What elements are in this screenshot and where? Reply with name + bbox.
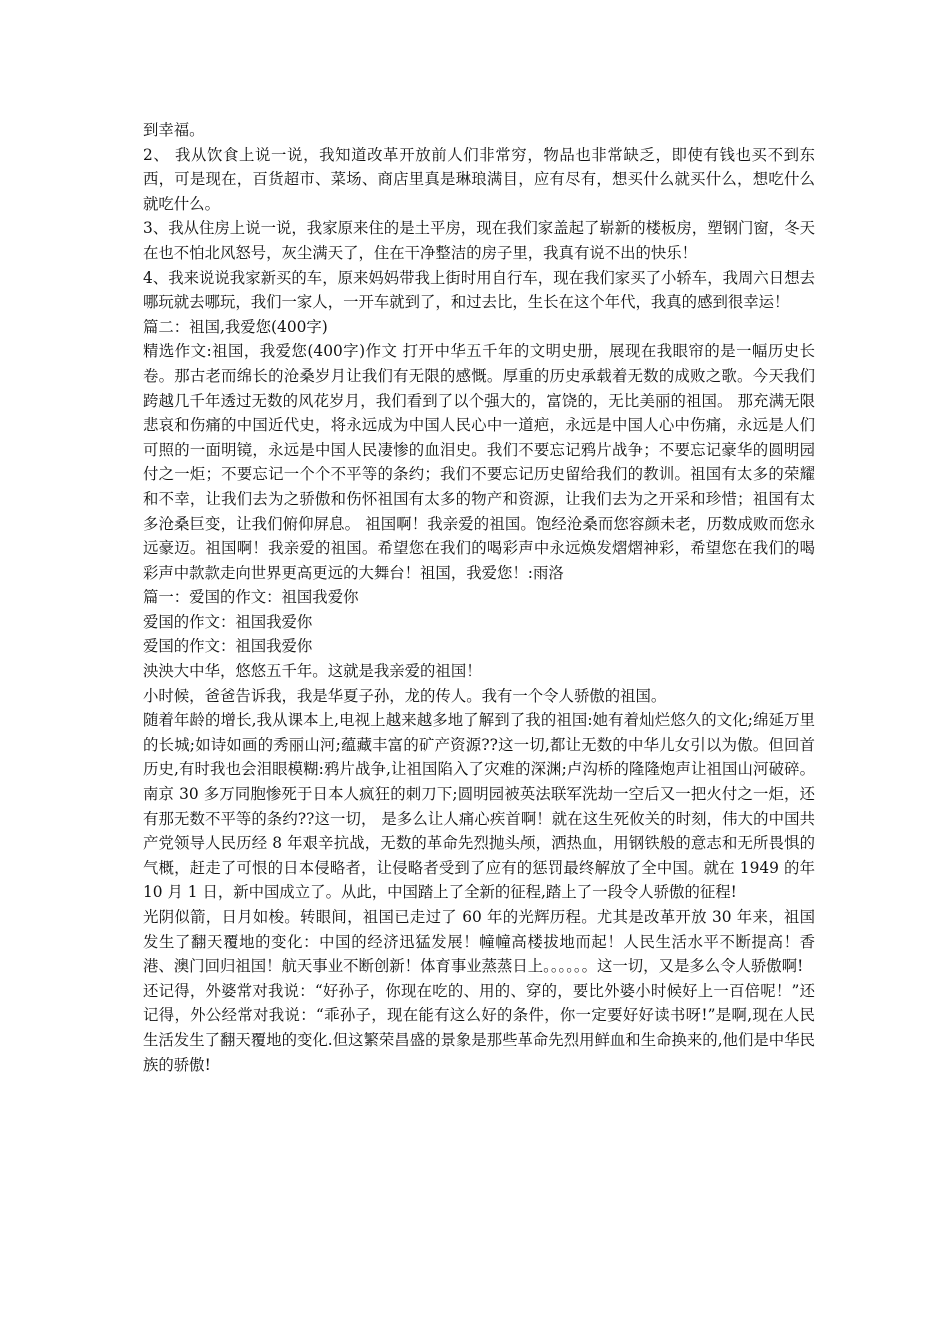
section-heading-2: 篇二：祖国,我爱您(400字) <box>143 317 328 336</box>
paragraph-intro-end: 到幸福。 <box>143 121 205 139</box>
paragraph-housing: 3、我从住房上说一说，我家原来住的是土平房，现在我们家盖起了崭新的楼板房，塑钢门窗，冬天在也不怕北风怒号，灰尘满天了，住在干净整洁的房子里，我真有说不出的快乐！ <box>143 219 815 262</box>
paragraph-history: 随着年龄的增长,我从课本上,电视上越来越多地了解到了我的祖国:她有着灿烂悠久的文化;绵延万里的长城;如诗如画的秀丽山河;蕴藏丰富的矿产资源??这一切,都让无数的中华儿女引以为傲。但回首历史,有时我也会泪眼模糊:鸦片战争,让祖国陷入了灾难的深渊;卢沟桥的隆隆炮声让祖国山河破碎。南京 30 多万同胞惨死于日本人疯狂的刺刀下;圆明园被英法联军洗劫一空后又一把火付之一炬，还有那无数不平等的条约??这一切， 是多么让人痛心疾首啊！就在这生死攸关的时刻，伟大的中国共产党领导人民历经 8 年艰辛抗战，无数的革命先烈抛头颅，洒热血，用钢铁般的意志和无所畏惧的气概，赶走了可恨的日本侵略者，让侵略者受到了应有的惩罚最终解放了全中国。就在 1949 的年 10 月 1 日，新中国成立了。从此，中国踏上了全新的征程,踏上了一段令人骄傲的征程! <box>143 711 815 902</box>
paragraph-opening: 泱泱大中华，悠悠五千年。这就是我亲爱的祖国！ <box>143 662 482 681</box>
essay-title-line: 爱国的作文：祖国我爱你 <box>143 612 313 631</box>
paragraph-car: 4、我来说说我家新买的车，原来妈妈带我上街时用自行车，现在我们家买了小轿车，我周六日想去哪玩就去哪玩，我们一家人，一开车就到了，和过去比，生长在这个年代，我真的感到很幸运！ <box>143 268 815 312</box>
paragraph-food: 2、 我从饮食上说一说，我知道改革开放前人们非常穷，物品也非常缺乏，即使有钱也买不到东西，可是现在，百货超市、菜场、商店里真是琳琅满目，应有尽有，想买什么就买什么，想吃什么就吃什么。 <box>143 145 815 213</box>
paragraph-childhood: 小时候，爸爸告诉我，我是华夏子孙，龙的传人。我有一个令人骄傲的祖国。 <box>143 686 667 705</box>
essay-title-line: 爱国的作文：祖国我爱你 <box>143 637 313 656</box>
paragraph-development: 光阴似箭，日月如梭。转眼间，祖国已走过了 60 年的光辉历程。尤其是改革开放 30 年来，祖国发生了翻天覆地的变化：中国的经济迅猛发展！幢幢高楼拔地而起！人民生活水平不断提高！香港、澳门回归祖国！航天事业不断创新！体育事业蒸蒸日上。。。。。。这一切，又是多么令人骄傲啊! <box>143 908 815 976</box>
paragraph-essay-2: 精选作文:祖国，我爱您(400字)作文 打开中华五千年的文明史册，展现在我眼帘的是一幅历史长卷。那古老而绵长的沧桑岁月让我们有无限的感慨。厚重的历史承载着无数的成败之歌。今天我们跨越几千年透过无数的风花岁月，我们看到了以个强大的，富饶的，无比美丽的祖国。 那充满无限悲哀和伤痛的中国近代史，将永远成为中国人民心中一道疤，永远是中国人心中伤痛，永远是人们可照的一面明镜，永远是中国人民凄惨的血泪史。我们不要忘记鸦片战争；不要忘记豪华的圆明园付之一炬；不要忘记一个个不平等的条约；我们不要忘记历史留给我们的教训。祖国有太多的荣耀和不幸，让我们去为之骄傲和伤怀祖国有太多的物产和资源，让我们去为之开采和珍惜；祖国有太多沧桑巨变，让我们俯仰屏息。 祖国啊！我亲爱的祖国。饱经沧桑而您容颜未老，历数成败而您永远豪迈。祖国啊！我亲爱的祖国。希望您在我们的喝彩声中永远焕发熠熠神彩，希望您在我们的喝彩声中款款走向世界更高更远的大舞台！祖国，我爱您！:雨洛 <box>143 342 815 582</box>
document-body <box>143 118 815 1077</box>
section-heading-1: 篇一：爱国的作文：祖国我爱你 <box>143 588 359 607</box>
paragraph-grandparents: 还记得，外婆常对我说：“好孙子，你现在吃的、用的、穿的，要比外婆小时候好上一百倍呢！”还记得，外公经常对我说：“乖孙子，现在能有这么好的条件，你一定要好好读书呀!”是啊,现在人民生活发生了翻天覆地的变化.但这繁荣昌盛的景象是那些革命先烈用鲜血和生命换来的,他们是中华民族的骄傲! <box>143 981 815 1074</box>
